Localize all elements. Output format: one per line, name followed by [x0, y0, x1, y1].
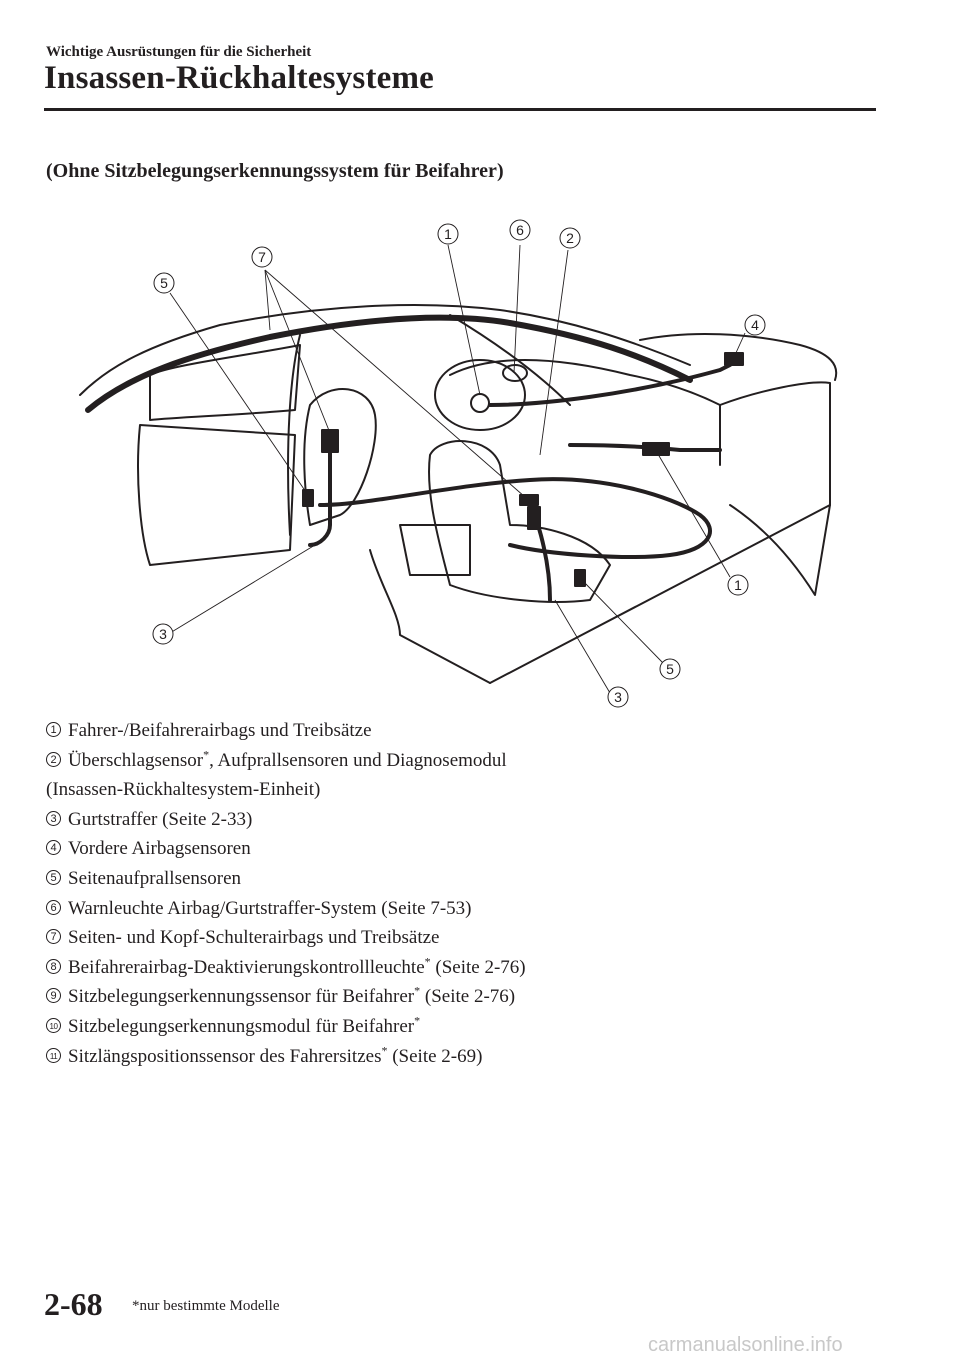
- page-number: 2-68: [44, 1286, 103, 1322]
- circled-number-3: 3: [46, 811, 61, 826]
- leader-7a: [265, 270, 270, 330]
- rear-door: [138, 425, 295, 565]
- circled-number-4: 4: [46, 840, 61, 855]
- center-console: [400, 525, 470, 575]
- legend-item-1: 1 Fahrer-/Beifahrerairbags und Treibsätze: [46, 716, 866, 746]
- circled-number-11: 11: [46, 1048, 61, 1063]
- callout-5-top: [154, 273, 174, 293]
- passenger-module: [528, 507, 540, 529]
- legend-item-2: 2 Überschlagsensor*, Aufprallsensoren und Diagnosemodul (Insassen-Rückhaltesystem-Einheit): [46, 747, 507, 801]
- leader-3-left: [170, 545, 315, 633]
- side-sensor-front: [575, 570, 585, 586]
- circled-number-2: 2: [46, 752, 61, 767]
- legend-item-4: 4 Vordere Airbagsensoren: [46, 834, 866, 864]
- svg-text:4: 4: [751, 317, 759, 333]
- callout-2: [560, 228, 580, 248]
- legend-item-5: 5 Seitenaufprallsensoren: [46, 864, 866, 894]
- leader-7b: [265, 270, 330, 433]
- circled-number-1: 1: [46, 722, 61, 737]
- legend-item-10: 10 Sitzbelegungserkennungsmodul für Beifahrer*: [46, 1012, 866, 1042]
- svg-text:3: 3: [159, 626, 167, 642]
- header-subtitle: Wichtige Ausrüstungen für die Sicherheit: [46, 44, 312, 60]
- callout-3-bottom: [608, 687, 628, 707]
- svg-text:2: 2: [566, 230, 574, 246]
- wiring-harness: [320, 479, 710, 557]
- svg-text:1: 1: [444, 226, 452, 242]
- circled-number-10: 10: [46, 1018, 61, 1033]
- front-door: [720, 382, 830, 595]
- svg-text:5: 5: [666, 661, 674, 677]
- front-sensor: [725, 353, 743, 365]
- floor-edge: [370, 550, 490, 683]
- circled-number-8: 8: [46, 959, 61, 974]
- leader-1-bot: [655, 449, 730, 577]
- legend-item-9: 9 Sitzbelegungserkennungssensor für Beifahrer* (Seite 2-76): [46, 982, 866, 1012]
- svg-text:1: 1: [734, 577, 742, 593]
- circled-number-6: 6: [46, 900, 61, 915]
- legend-item-8: 8 Beifahrerairbag-Deaktivierungskontrollleuchte* (Seite 2-76): [46, 953, 866, 983]
- rear-window: [150, 345, 300, 420]
- callout-1-top: [438, 224, 458, 244]
- callout-5-bottom: [660, 659, 680, 679]
- leader-2: [540, 250, 568, 455]
- leader-5-bot: [582, 580, 663, 663]
- sensor-module: [643, 443, 669, 455]
- airbag-module: [322, 430, 338, 452]
- footnote: *nur bestimmte Modelle: [132, 1298, 280, 1314]
- section-heading: (Ohne Sitzbelegungserkennungssystem für Beifahrer): [46, 160, 504, 182]
- circled-number-5: 5: [46, 870, 61, 885]
- airbag-system-diagram: [70, 205, 890, 705]
- leader-3-bot: [555, 600, 610, 693]
- svg-text:3: 3: [614, 689, 622, 705]
- circled-number-7: 7: [46, 929, 61, 944]
- pretensioner-rear: [303, 490, 313, 506]
- svg-text:6: 6: [516, 222, 524, 238]
- svg-text:5: 5: [160, 275, 168, 291]
- leader-6: [514, 245, 520, 373]
- page-title: Insassen-Rückhaltesysteme: [44, 60, 435, 96]
- svg-text:7: 7: [258, 249, 266, 265]
- callout-6: [510, 220, 530, 240]
- leader-5-top: [170, 293, 308, 495]
- callout-7: [252, 247, 272, 267]
- callout-3-left: [153, 624, 173, 644]
- legend-list: [46, 716, 866, 1071]
- legend-item-7: 7 Seiten- und Kopf-Schulterairbags und Treibsätze: [46, 923, 866, 953]
- callout-4: [745, 315, 765, 335]
- legend-item-6: 6 Warnleuchte Airbag/Gurtstraffer-System (Seite 7-53): [46, 894, 866, 924]
- header-rule: [44, 108, 876, 111]
- circled-number-9: 9: [46, 988, 61, 1003]
- legend-item-3: 3 Gurtstraffer (Seite 2-33): [46, 805, 866, 835]
- steering-hub: [471, 394, 489, 412]
- passenger-airbag: [520, 495, 538, 505]
- legend-item-11: 11 Sitzlängspositionssensor des Fahrersitzes* (Seite 2-69): [46, 1042, 866, 1072]
- callout-1-bottom: [728, 575, 748, 595]
- watermark: carmanualsonline.info: [648, 1334, 843, 1356]
